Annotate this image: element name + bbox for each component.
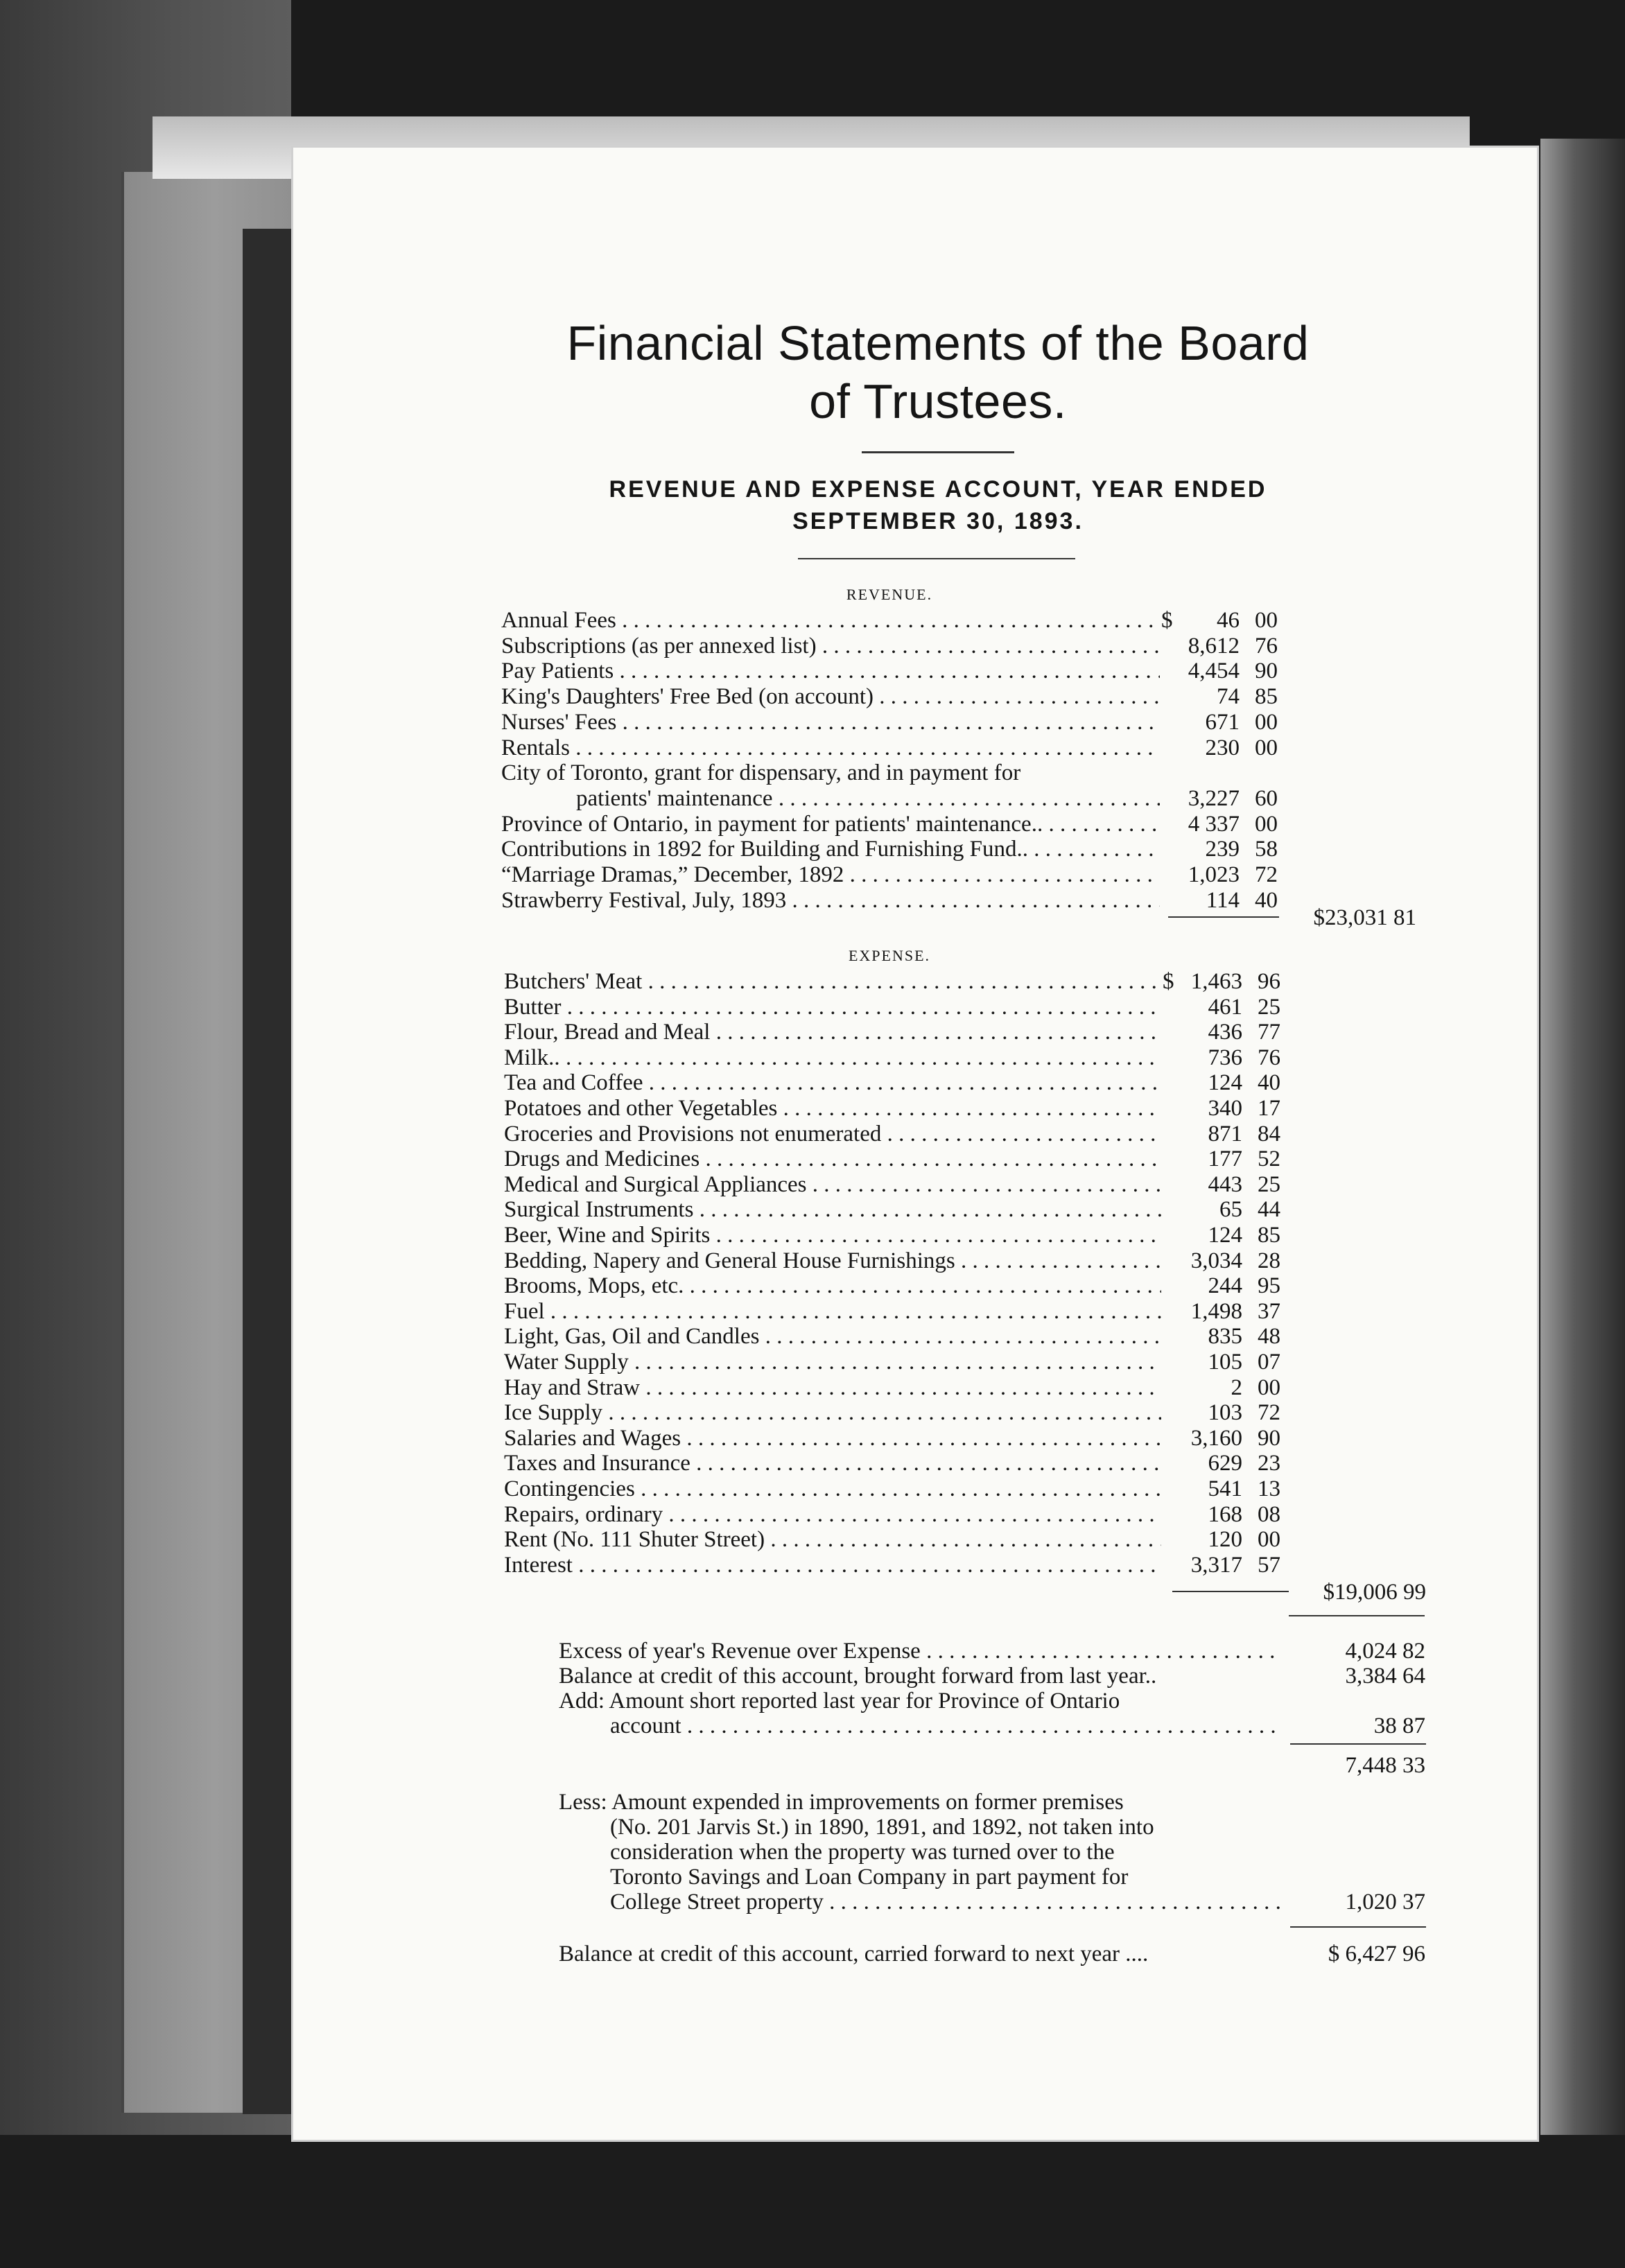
expense-row — [504, 1553, 1280, 1578]
revenue-description: Pay Patients . . . — [501, 658, 1160, 683]
expense-description: Hay and Straw . . . — [504, 1375, 1161, 1400]
less-line-1: Less: Amount expended in improvements on former premises — [559, 1790, 1124, 1815]
expense-total — [1287, 1580, 1426, 1605]
revenue-total-amount: $23,031 81 — [1313, 905, 1416, 930]
expense-description: Rent (No. 111 Shuter Street) . . . — [504, 1527, 1161, 1552]
revenue-dollar-sign: $ — [1161, 608, 1173, 633]
revenue-amount-dollars: 4,454 — [1188, 658, 1240, 684]
expense-subtotal-rule — [1172, 1591, 1289, 1592]
expense-amount-cents: 57 — [1258, 1552, 1280, 1578]
revenue-description: Subscriptions (as per annexed list) . . . — [501, 634, 1160, 658]
less-line-3: consideration when the property was turned over to the — [610, 1840, 1115, 1865]
expense-amount-dollars: 105 — [1208, 1350, 1242, 1375]
expense-amount-dollars: 65 — [1219, 1197, 1242, 1223]
revenue-row — [501, 760, 1278, 785]
expense-amount-dollars: 1,498 — [1190, 1298, 1242, 1324]
revenue-amount-cents: 76 — [1255, 633, 1278, 658]
expense-row — [504, 1146, 1280, 1171]
expense-amount-cents: 07 — [1258, 1350, 1280, 1375]
expense-amount-dollars: 736 — [1208, 1045, 1242, 1070]
expense-description: Groceries and Provisions not enumerated . . . — [504, 1122, 1161, 1146]
expense-amount-dollars: 3,034 — [1190, 1248, 1242, 1273]
expense-description: Taxes and Insurance . . . — [504, 1451, 1161, 1476]
revenue-amount-dollars: 114 — [1206, 887, 1240, 913]
expense-amount-dollars: 340 — [1208, 1096, 1242, 1121]
add-description-line-1: Add: Amount short reported last year for Province of Ontario — [559, 1689, 1120, 1713]
expense-description: Fuel . . . — [504, 1299, 1161, 1324]
revenue-row — [501, 888, 1278, 913]
revenue-amount-dollars: 3,227 — [1188, 785, 1240, 811]
expense-row — [504, 995, 1280, 1020]
expense-amount-dollars: 168 — [1208, 1501, 1242, 1527]
expense-row — [504, 1350, 1280, 1375]
expense-amount-cents: 25 — [1258, 1171, 1280, 1197]
expense-amount-cents: 40 — [1258, 1070, 1280, 1096]
expense-amount-cents: 72 — [1258, 1400, 1280, 1426]
expense-row — [504, 1248, 1280, 1273]
expense-amount-dollars: 629 — [1208, 1451, 1242, 1476]
revenue-amount-dollars: 230 — [1205, 735, 1240, 760]
expense-description: Ice Supply . . . — [504, 1400, 1161, 1425]
expense-row — [504, 1400, 1280, 1425]
expense-row — [504, 1273, 1280, 1298]
expense-amount-cents: 77 — [1258, 1020, 1280, 1045]
expense-row — [504, 1502, 1280, 1527]
revenue-amount-cents: 72 — [1255, 862, 1278, 887]
less-paragraph — [559, 1790, 1425, 1914]
expense-amount-dollars: 436 — [1208, 1020, 1242, 1045]
expense-amount-cents: 25 — [1258, 994, 1280, 1020]
revenue-description: patients' maintenance . . . — [576, 786, 1160, 811]
expense-row — [504, 1070, 1280, 1095]
excess-amount: 4,024 82 — [1345, 1639, 1425, 1664]
expense-amount-dollars: 461 — [1208, 994, 1242, 1020]
revenue-amount-cents: 00 — [1255, 709, 1278, 735]
heading-rule — [798, 558, 1075, 559]
expense-description: Interest . . . — [504, 1553, 1161, 1578]
expense-amount-dollars: 1,463 — [1190, 969, 1242, 994]
revenue-description: King's Daughters' Free Bed (on account) . . . — [501, 684, 1160, 709]
add-row-line-2 — [559, 1713, 1425, 1738]
expense-amount-dollars: 177 — [1208, 1146, 1242, 1172]
revenue-description: Contributions in 1892 for Building and Furnishing Fund.. . . . — [501, 837, 1160, 862]
final-balance-description: Balance at credit of this account, carried forward to next year .... — [559, 1942, 1149, 1966]
expense-amount-cents: 76 — [1258, 1045, 1280, 1070]
document-page — [291, 146, 1539, 2142]
expense-total-amount: $19,006 99 — [1323, 1580, 1426, 1605]
expense-amount-cents: 96 — [1258, 969, 1280, 994]
revenue-amount-cents: 40 — [1255, 887, 1278, 913]
expense-total-rule — [1289, 1615, 1425, 1616]
revenue-row — [501, 608, 1278, 633]
expense-amount-dollars: 835 — [1208, 1324, 1242, 1350]
revenue-amount-dollars: 4 337 — [1188, 811, 1240, 837]
title-line-1: Financial Statements of the Board — [566, 316, 1310, 370]
expense-row — [504, 1476, 1280, 1501]
subtotal-rule — [1290, 1743, 1426, 1745]
revenue-row — [501, 634, 1278, 658]
revenue-amount-dollars: 1,023 — [1188, 862, 1240, 887]
subtotal-amount: 7,448 33 — [1345, 1753, 1425, 1778]
expense-amount-cents: 37 — [1258, 1298, 1280, 1324]
expense-row — [504, 1451, 1280, 1476]
expense-description: Drugs and Medicines . . . — [504, 1146, 1161, 1171]
expense-description: Light, Gas, Oil and Candles . . . — [504, 1324, 1161, 1349]
title-line-2: of Trustees. — [809, 374, 1067, 428]
revenue-subtotal-rule — [1168, 916, 1279, 918]
revenue-description: Strawberry Festival, July, 1893 . . . — [501, 888, 1160, 913]
expense-row — [504, 969, 1280, 994]
expense-amount-dollars: 124 — [1208, 1070, 1242, 1096]
excess-description: Excess of year's Revenue over Expense . . . — [559, 1639, 1280, 1664]
expense-row — [504, 1375, 1280, 1400]
expense-amount-cents: 28 — [1258, 1248, 1280, 1273]
revenue-amount-dollars: 8,612 — [1188, 633, 1240, 658]
expense-row — [504, 1527, 1280, 1552]
expense-description: Surgical Instruments . . . — [504, 1197, 1161, 1222]
section-heading — [501, 473, 1375, 537]
expense-amount-cents: 52 — [1258, 1146, 1280, 1172]
less-line-2: (No. 201 Jarvis St.) in 1890, 1891, and 1892, not taken into — [610, 1815, 1154, 1840]
less-line-5: College Street property . . . — [610, 1890, 1280, 1914]
revenue-amount-cents: 90 — [1255, 658, 1278, 684]
expense-description: Repairs, ordinary . . . — [504, 1502, 1161, 1527]
expense-amount-dollars: 871 — [1208, 1121, 1242, 1146]
less-line-4: Toronto Savings and Loan Company in part payment for — [610, 1865, 1129, 1890]
expense-amount-cents: 44 — [1258, 1197, 1280, 1223]
expense-amount-cents: 84 — [1258, 1121, 1280, 1146]
expense-description: Flour, Bread and Meal . . . — [504, 1020, 1161, 1045]
expense-amount-cents: 17 — [1258, 1096, 1280, 1121]
revenue-amount-cents: 00 — [1255, 811, 1278, 837]
revenue-row — [501, 735, 1278, 760]
expense-row — [504, 1299, 1280, 1324]
revenue-label: REVENUE. — [846, 586, 933, 603]
balance-forward-description: Balance at credit of this account, brought forward from last year.. — [559, 1664, 1157, 1689]
revenue-amount-cents: 58 — [1255, 837, 1278, 862]
revenue-row — [501, 684, 1278, 709]
expense-amount-cents: 23 — [1258, 1451, 1280, 1476]
add-amount: 38 87 — [1373, 1713, 1425, 1738]
expense-amount-cents: 08 — [1258, 1501, 1280, 1527]
title-rule — [862, 451, 1014, 453]
expense-row — [504, 1426, 1280, 1451]
expense-description: Tea and Coffee . . . — [504, 1070, 1161, 1095]
balance-forward-amount: 3,384 64 — [1345, 1664, 1425, 1689]
expense-description: Beer, Wine and Spirits . . . — [504, 1223, 1161, 1248]
balance-forward-row — [559, 1664, 1425, 1689]
expense-row — [504, 1020, 1280, 1045]
expense-description: Potatoes and other Vegetables . . . — [504, 1096, 1161, 1121]
revenue-amount-dollars: 671 — [1205, 709, 1240, 735]
final-balance-row — [559, 1942, 1425, 1966]
expense-row — [504, 1122, 1280, 1146]
expense-amount-dollars: 103 — [1208, 1400, 1242, 1426]
expense-amount-cents: 48 — [1258, 1324, 1280, 1350]
book-right-edge — [1540, 139, 1625, 2149]
revenue-total — [1278, 905, 1416, 930]
expense-amount-dollars: 443 — [1208, 1171, 1242, 1197]
expense-row — [504, 1172, 1280, 1197]
expense-amount-dollars: 244 — [1208, 1273, 1242, 1299]
revenue-amount-cents: 85 — [1255, 684, 1278, 710]
revenue-row — [501, 812, 1278, 837]
expense-description: Butter . . . — [504, 995, 1161, 1020]
expense-description: Contingencies . . . — [504, 1476, 1161, 1501]
revenue-row — [501, 710, 1278, 735]
expense-row — [504, 1096, 1280, 1121]
expense-amount-cents: 95 — [1258, 1273, 1280, 1299]
expense-amount-dollars: 3,160 — [1190, 1425, 1242, 1451]
revenue-amount-cents: 00 — [1255, 608, 1278, 633]
expense-amount-cents: 00 — [1258, 1527, 1280, 1553]
revenue-description: “Marriage Dramas,” December, 1892 . . . — [501, 862, 1160, 887]
expense-amount-cents: 13 — [1258, 1476, 1280, 1501]
expense-row — [504, 1223, 1280, 1248]
revenue-description: City of Toronto, grant for dispensary, and in payment for — [501, 760, 1021, 786]
expense-description: Salaries and Wages . . . — [504, 1426, 1161, 1451]
add-row-line-1 — [559, 1689, 1425, 1713]
revenue-description: Rentals . . . — [501, 735, 1160, 760]
revenue-amount-cents: 00 — [1255, 735, 1278, 760]
less-amount: 1,020 37 — [1345, 1890, 1425, 1914]
heading-line-2: SEPTEMBER 30, 1893. — [792, 508, 1084, 534]
expense-row — [504, 1324, 1280, 1349]
final-balance-amount: $ 6,427 96 — [1328, 1942, 1425, 1966]
expense-description: Bedding, Napery and General House Furnishings . . . — [504, 1248, 1161, 1273]
background-bottom — [0, 2135, 1625, 2268]
expense-amount-cents: 00 — [1258, 1375, 1280, 1400]
final-rule — [1290, 1926, 1426, 1928]
expense-amount-dollars: 2 — [1231, 1375, 1242, 1400]
revenue-amount-cents: 60 — [1255, 785, 1278, 811]
expense-amount-dollars: 541 — [1208, 1476, 1242, 1501]
revenue-row — [501, 837, 1278, 862]
subtotal-row — [1252, 1753, 1425, 1778]
revenue-amount-dollars: 46 — [1217, 608, 1240, 633]
expense-amount-cents: 90 — [1258, 1425, 1280, 1451]
expense-description: Butchers' Meat . . . — [504, 969, 1161, 994]
expense-amount-cents: 85 — [1258, 1223, 1280, 1248]
revenue-row — [501, 862, 1278, 887]
revenue-amount-dollars: 74 — [1217, 684, 1240, 710]
revenue-amount-dollars: 239 — [1205, 837, 1240, 862]
excess-row — [559, 1639, 1425, 1664]
revenue-description: Province of Ontario, in payment for patients' maintenance.. . . . — [501, 812, 1160, 837]
expense-amount-dollars: 3,317 — [1190, 1552, 1242, 1578]
less-line-5-row — [559, 1890, 1425, 1914]
page-title — [501, 314, 1375, 430]
expense-description: Brooms, Mops, etc. . . . — [504, 1273, 1161, 1298]
expense-amount-dollars: 124 — [1208, 1223, 1242, 1248]
expense-label: EXPENSE. — [848, 947, 931, 964]
expense-description: Milk.. . . . — [504, 1045, 1161, 1070]
revenue-description: Nurses' Fees . . . — [501, 710, 1160, 735]
expense-description: Water Supply . . . — [504, 1350, 1161, 1375]
add-description-line-2: account . . . — [610, 1713, 1280, 1738]
expense-amount-dollars: 120 — [1208, 1527, 1242, 1553]
revenue-description: Annual Fees . . . — [501, 608, 1160, 633]
revenue-row — [501, 658, 1278, 683]
expense-row — [504, 1197, 1280, 1222]
expense-description: Medical and Surgical Appliances . . . — [504, 1172, 1161, 1197]
heading-line-1: REVENUE AND EXPENSE ACCOUNT, YEAR ENDED — [609, 476, 1267, 503]
expense-dollar-sign: $ — [1163, 969, 1174, 994]
expense-row — [504, 1045, 1280, 1070]
revenue-row — [501, 786, 1278, 811]
book-spine-shadow — [243, 229, 298, 2114]
